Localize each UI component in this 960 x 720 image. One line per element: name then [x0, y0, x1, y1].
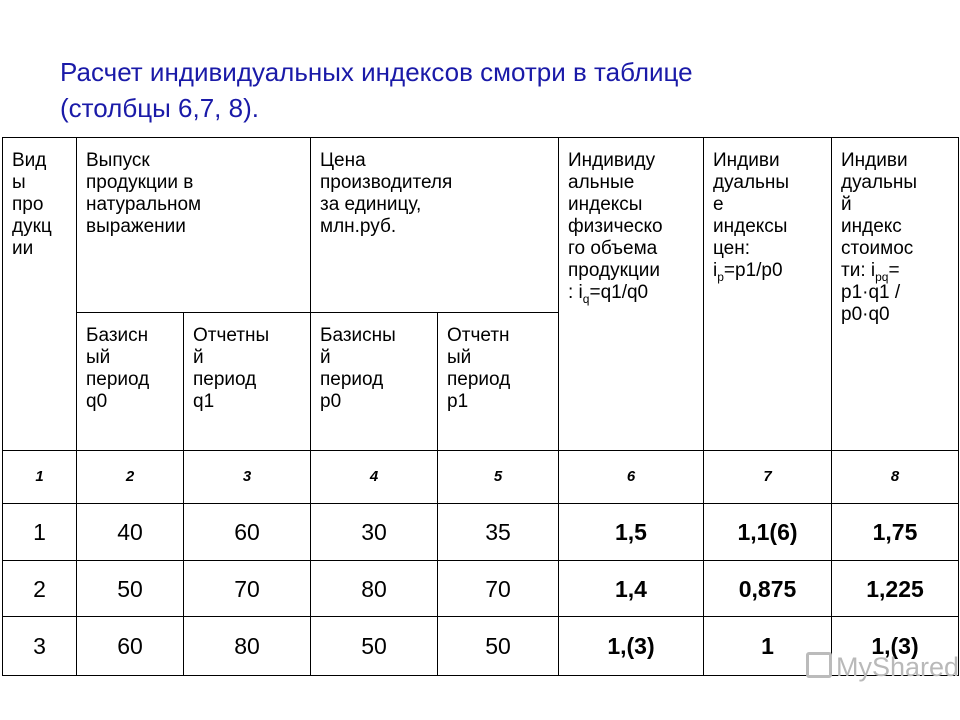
column-number: 2 [77, 451, 184, 504]
title-line: Расчет индивидуальных индексов смотри в таблице [60, 57, 693, 87]
header-output-volume: Выпуск продукции в натуральном выражении [77, 138, 311, 313]
header-producer-price: Цена производителя за единицу, млн.руб. [311, 138, 559, 313]
table-cell: 3 [3, 617, 77, 676]
table-cell: 2 [3, 561, 77, 617]
column-number: 8 [832, 451, 959, 504]
column-number: 3 [184, 451, 311, 504]
table-cell: 70 [438, 561, 559, 617]
table-cell: 50 [77, 561, 184, 617]
table-cell: 0,875 [704, 561, 832, 617]
table-cell: 1,(3) [559, 617, 704, 676]
table-cell: 50 [438, 617, 559, 676]
table-cell: 1,225 [832, 561, 959, 617]
table-cell: 1 [3, 504, 77, 561]
subheader-report-p: Отчетн ый период p1 [438, 313, 559, 451]
header-value-index: Индиви дуальны й индекс стоимос ти: $i_{pq}=$ p1·q1 / p0·q0 [832, 138, 959, 451]
column-number: 6 [559, 451, 704, 504]
table-cell: 70 [184, 561, 311, 617]
page-title [60, 54, 940, 126]
subheader-report-q: Отчетны й период q1 [184, 313, 311, 451]
column-number: 4 [311, 451, 438, 504]
column-number: 5 [438, 451, 559, 504]
header-volume-index: Индивиду альные индексы физическо го объема продукции : $i_q=q1/q0$ [559, 138, 704, 451]
table-cell: 60 [77, 617, 184, 676]
indices-table [2, 137, 959, 676]
table-cell: 1,4 [559, 561, 704, 617]
table-cell: 1,75 [832, 504, 959, 561]
header-product-type: Вид ы про дукц ии [3, 138, 77, 451]
subheader-base-p: Базисны й период p0 [311, 313, 438, 451]
table-cell: 50 [311, 617, 438, 676]
table-cell: 1,(3) [832, 617, 959, 676]
header-price-index: Индиви дуальны е индексы цен: $i_p=p1/p0$ [704, 138, 832, 451]
column-number-row [3, 451, 959, 504]
table-cell: 40 [77, 504, 184, 561]
header-row [3, 138, 959, 313]
table-row [3, 504, 959, 561]
watermark-text: MyShared [836, 652, 960, 682]
table-cell: 30 [311, 504, 438, 561]
table-cell: 1,1(6) [704, 504, 832, 561]
title-line: (столбцы 6,7, 8). [60, 93, 259, 123]
table-row [3, 561, 959, 617]
table-cell: 80 [184, 617, 311, 676]
watermark-icon [806, 652, 832, 678]
table-cell: 1 [704, 617, 832, 676]
subheader-base-q: Базисн ый период q0 [77, 313, 184, 451]
column-number: 7 [704, 451, 832, 504]
watermark [806, 652, 959, 682]
table-cell: 80 [311, 561, 438, 617]
table-cell: 35 [438, 504, 559, 561]
table-cell: 60 [184, 504, 311, 561]
table-cell: 1,5 [559, 504, 704, 561]
column-number: 1 [3, 451, 77, 504]
